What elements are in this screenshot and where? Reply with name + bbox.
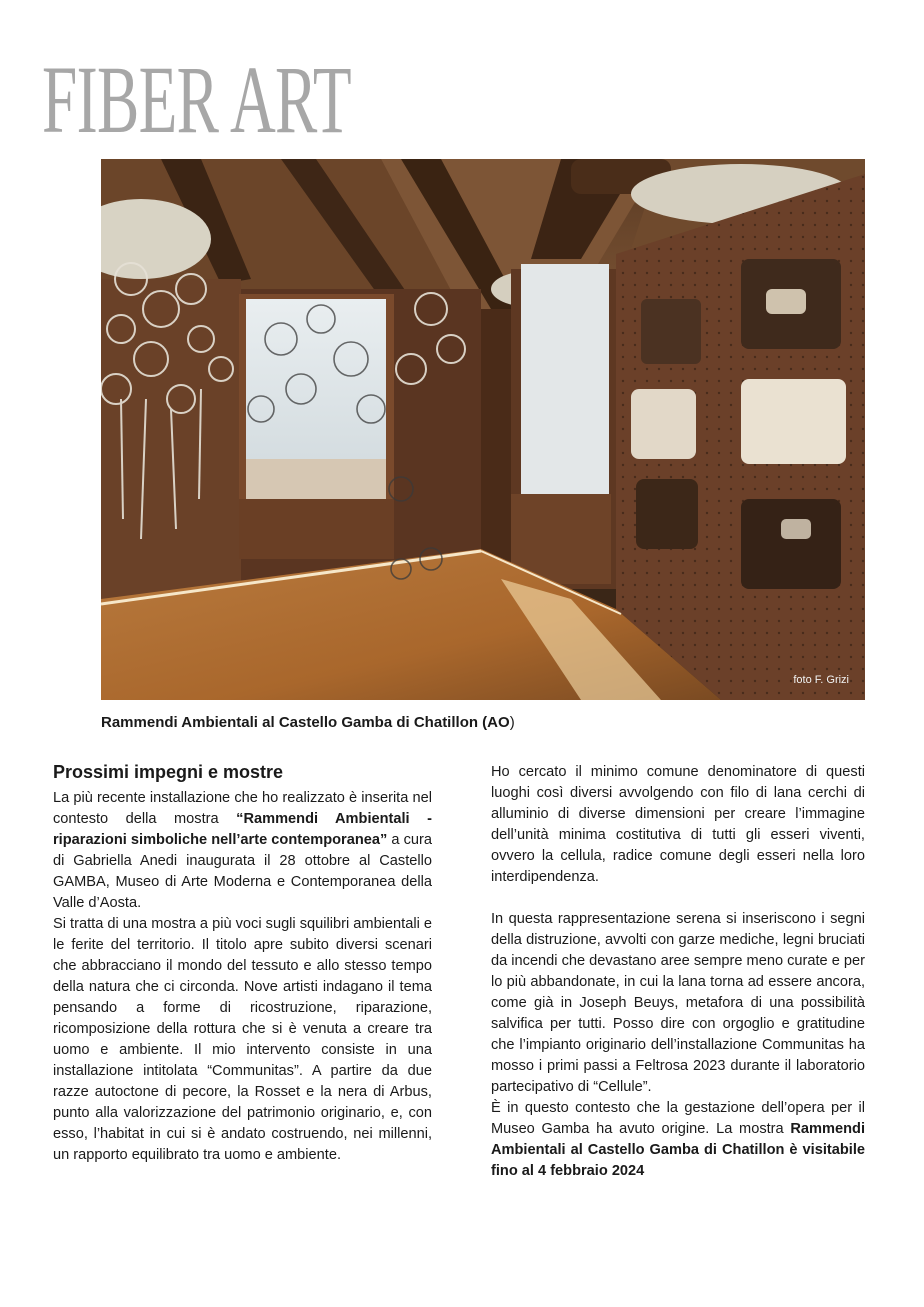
paragraph-destruction: In questa rappresentazione serena si inseriscono i segni della distruzione, avvolti con garze mediche, legni bruciati da incendi che devastano aree sempre meno curate e per lo più abbandonate, in cui la lana torna ad essere ancora, come già in Joseph Beuys, metafora di una possibilità salvifica per tutti. Posso dire con orgoglio e gratitudine che l’impianto originario dell’installazione Communitas ha mosso i primi passi a Feltrosa 2023 durante il laboratorio partecipativo di “Cellule”.	[491, 911, 865, 1095]
paragraph-origin-a: È in questo contesto che la gestazione dell’opera per il Museo Gamba ha avuto origine. La mostra	[491, 1100, 865, 1137]
exhibition-title: “Rammendi Ambientali - riparazioni simboliche nell’arte contemporanea”	[53, 811, 432, 848]
paragraph-cell: Ho cercato il minimo comune denominatore di questi luoghi così diversi avvolgendo con filo di lana cerchi di alluminio di diverse dimensioni per creare l’immagine dell’unità minima costitutiva di tutti gli esseri viventi, ovvero la cellula, radice comune degli esseri nella loro interdipendenza.	[491, 764, 865, 885]
page-title: FIBER ART	[42, 46, 351, 153]
photo-caption-paren: )	[509, 714, 515, 731]
installation-room-image	[101, 159, 865, 700]
paragraph-installation-a: La più recente installazione che ho realizzato è inserita nel contesto della mostra	[53, 790, 432, 827]
photo-credit: foto F. Grizi	[793, 674, 849, 686]
section-heading: Prossimi impegni e mostre	[53, 762, 284, 782]
paragraph-origin	[491, 1098, 865, 1182]
exhibition-photo	[101, 159, 865, 700]
left-column	[53, 760, 432, 1166]
visit-dates: Rammendi Ambientali al Castello Gamba di Chatillon è visitabile fino al 4 febbraio 2024	[491, 1121, 865, 1179]
paragraph-installation	[53, 788, 432, 914]
photo-caption-text: Rammendi Ambientali al Castello Gamba di Chatillon (AO	[101, 714, 510, 731]
right-column	[491, 762, 865, 1182]
photo-caption	[101, 713, 821, 733]
paragraph-installation-b: a cura di Gabriella Anedi inaugurata il 28 ottobre al Castello GAMBA, Museo di Arte Moderna e Contemporanea della Valle d’Aosta.	[53, 832, 432, 911]
paragraph-exhibition: Si tratta di una mostra a più voci sugli squilibri ambientali e le ferite del territorio. Il titolo apre subito diversi scenari che abbracciano il mondo del tessuto e allo stesso tempo della natura che ci circonda. Nove artisti indagano il tema pensando a forme di ricostruzione, riparazione, ricomposizione della rottura che si è venuta a creare tra uomo e ambiente. Il mio intervento consiste in una installazione intitolata “Communitas”. A partire da due razze autoctone di pecore, la Rosset e la nera di Arbus, punto alla valorizzazione del patrimonio originario, e, con esso, l’habitat in cui si è andato costruendo, nei millenni, un rapporto equilibrato tra uomo e ambiente.	[53, 916, 432, 1163]
